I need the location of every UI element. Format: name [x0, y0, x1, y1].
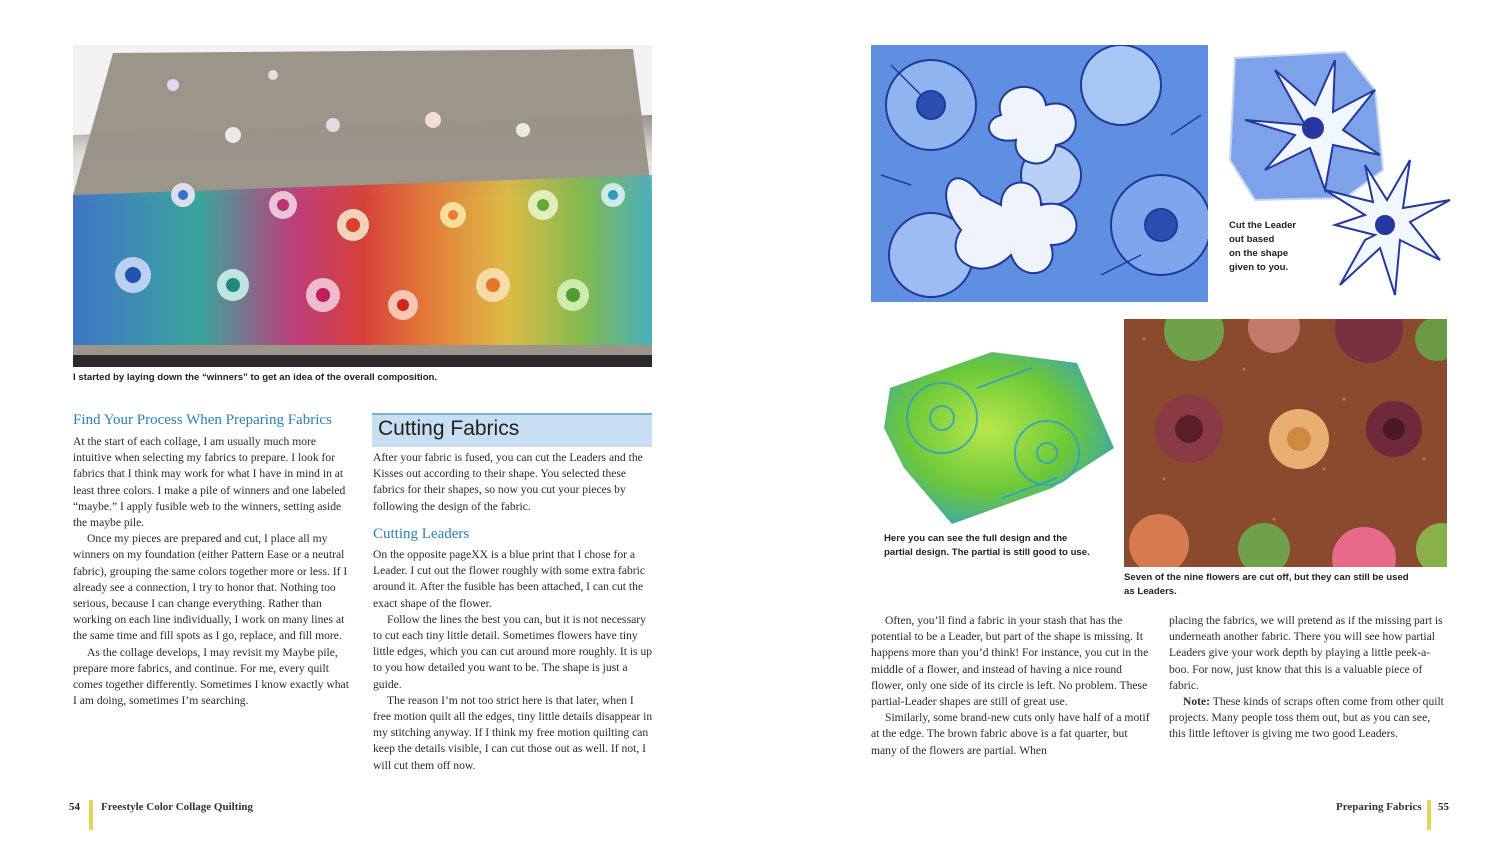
partial-caption-line: partial design. The partial is still good to use.	[884, 547, 1090, 558]
brown-floral-fabric-photo	[1124, 319, 1447, 567]
brown-caption-line: Seven of the nine flowers are cut off, but they can still be used	[1124, 572, 1409, 583]
cutting-intro-text	[373, 450, 653, 515]
partial-leaders-column-1	[871, 613, 1151, 759]
process-paragraph: Once my pieces are prepared and cut, I place all my winners on my foundation (either Pattern Ease or a neutral fabric), grouping the same colors together more or less. If I already see a connection, I try to honor that. Nothing too serious, because I can change everything. Rather than working on each line individually, I work on many lines at the same time and fill spots as I go, replace, and fill more.	[73, 532, 348, 643]
leader-caption-line: out based	[1229, 234, 1275, 245]
collage-layout-photo	[73, 45, 652, 367]
running-head-left: Freestyle Color Collage Quilting	[101, 801, 254, 813]
green-partial-fabric-photo	[882, 348, 1116, 526]
collage-photo-caption: I started by laying down the “winners” to get an idea of the overall composition.	[73, 372, 438, 383]
partial-caption	[884, 532, 1124, 560]
cutting-intro-paragraph: After your fabric is fused, you can cut the Leaders and the Kisses out according to their shape. You selected these fabrics for their shapes, so now you cut your pieces by following the design of the fabric.	[373, 451, 643, 513]
brown-caption-line: as Leaders.	[1124, 586, 1177, 597]
partial-paragraph: Often, you’ll find a fabric in your stash that has the potential to be a Leader, but part of the shape is missing. It happens more than you’d think! For instance, you cut in the middle of a flower, and instead of having a nice round flower, only one side of its circle is left. No problem. These partial-Leader shapes are still of great use.	[871, 614, 1149, 709]
section-title-cutting-fabrics: Cutting Fabrics	[378, 417, 520, 440]
process-paragraph: At the start of each collage, I am usually much more intuitive when selecting my fabrics to prepare. I look for fabrics that I think may work for what I have in mind in at least three colors. I make a pile of winners and one labeled “maybe.” I apply fusible web to the winners, setting aside the maybe pile.	[73, 435, 346, 530]
note-label: Note:	[1183, 695, 1211, 709]
partial-caption-line: Here you can see the full design and the	[884, 533, 1068, 544]
leaders-paragraph: The reason I’m not too strict here is that later, when I free motion quilt all the edges, tiny little details disappear in my stitching anyway. If I think my free motion quilting can keep the details visible, I can cut those out as well. If not, I will cut them off now.	[373, 693, 653, 772]
page-number-right: 55	[1438, 801, 1449, 813]
note-paragraph	[1169, 694, 1449, 743]
running-head-right: Preparing Fabrics	[1336, 801, 1422, 813]
process-body-text	[73, 434, 355, 709]
partial-paragraph: Similarly, some brand-new cuts only have half of a motif at the edge. The brown fabric above is a fat quarter, but many of the flowers are partial. When	[871, 711, 1150, 757]
heading-find-your-process: Find Your Process When Preparing Fabrics	[73, 412, 332, 428]
leader-caption-line: Cut the Leader	[1229, 220, 1297, 231]
note-text: These kinds of scraps often come from other quilt projects. Many people toss them out, but as you can see, this little leftover is giving me two good Leaders.	[1169, 695, 1444, 741]
continued-paragraph: placing the fabrics, we will pretend as if the missing part is underneath another fabric. There you will see how partial Leaders give your work depth by playing a little peek-a-boo. For now, just know that this is a valuable piece of fabric.	[1169, 614, 1443, 692]
leader-caption-line: on the shape	[1229, 248, 1289, 259]
leader-caption-line: given to you.	[1229, 262, 1289, 273]
leaders-paragraph: Follow the lines the best you can, but it is not necessary to cut each tiny little detail. Sometimes flowers have tiny little edges, which you can cut around more roughly. It is up to you how detailed you want to be. The shape is just a guide.	[373, 612, 653, 691]
blue-print-fabric-photo	[871, 45, 1208, 302]
process-paragraph: As the collage develops, I may revisit my Maybe pile, prepare more fabrics, and continue. For me, every quilt comes together differently. Sometimes I know exactly what I am doing, sometimes I’m searching.	[73, 645, 349, 708]
heading-cutting-leaders: Cutting Leaders	[373, 526, 470, 542]
folio-rule-left	[89, 800, 93, 830]
folio-rule-right	[1427, 800, 1431, 830]
leaders-body-text	[373, 547, 653, 774]
partial-leaders-column-2	[1169, 613, 1449, 743]
page-number-left: 54	[69, 801, 80, 813]
leaders-paragraph: On the opposite pageXX is a blue print that I chose for a Leader. I cut out the flower roughly with some extra fabric around it. After the fusible has been attached, I can cut the exact shape of the flower.	[373, 548, 646, 610]
brown-fabric-caption	[1124, 571, 1454, 599]
leader-caption	[1229, 219, 1329, 275]
